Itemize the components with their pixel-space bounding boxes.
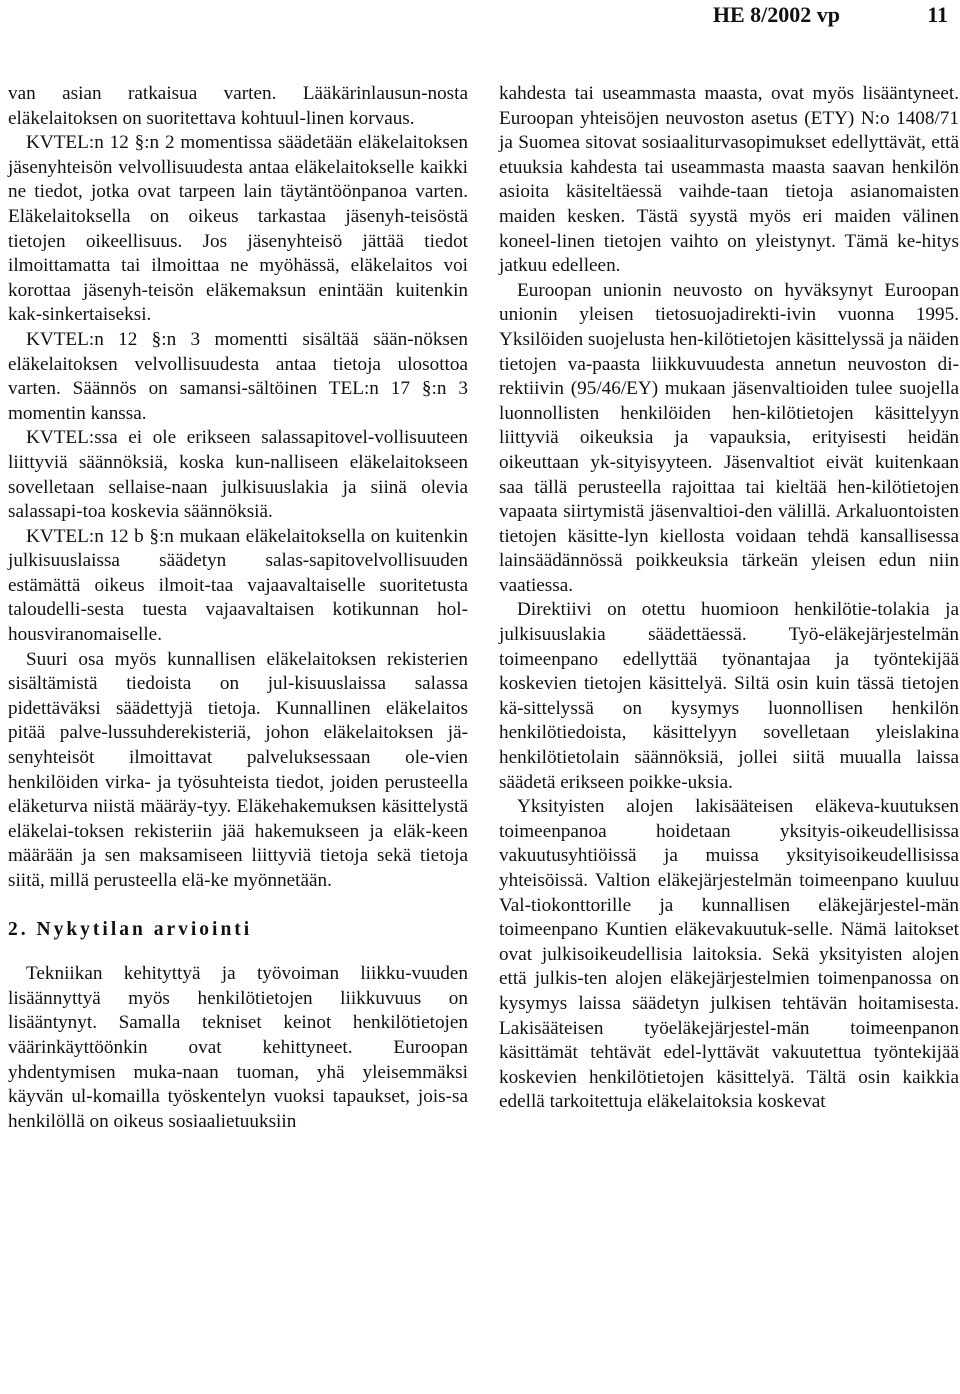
paragraph: KVTEL:ssa ei ole erikseen salassapitovel-vollisuuteen liittyviä säännöksiä, koska kun-nalliseen eläkelaitokseen sovelletaan sellaise-naan julkisuuslakia ja siinä olevia salassapi-toa koskevia säännöksiä. [8,427,468,523]
page-header [0,0,960,40]
paragraph: van asian ratkaisua varten. Lääkärinlausun-nosta eläkelaitoksen on suoritettava kohtuul-linen korvaus. [8,83,468,129]
paragraph: Tekniikan kehityttyä ja työvoiman liikku-vuuden lisäännyttyä myös henkilötietojen liikkuvuus on lisääntynyt. Samalla tekniset keinot henkilötietojen väärinkäyttöönkin ovat kehittyneet. Euroopan yhdentymisen muka-naan tuoman, yhä yleisemmäksi käyvän ul-komailla työskentelyn vuoksi tapaukset, jois-sa henkilöllä on oikeus sosiaalietuuksiin [8,963,468,1132]
document-id: HE 8/2002 vp [712,2,840,27]
paragraph: KVTEL:n 12 §:n 2 momentissa säädetään eläkelaitoksen jäsenyhteisön velvollisuudesta antaa eläkelaitokselle kaikki ne tiedot, jotka ovat tarpeen lain täytäntöönpanoa varten. Eläkelaitoksella on oikeus tarkastaa jäsenyh-teisöstä tietojen oikeellisuus. Jos jäsenyhteisö jättää tiedot ilmoittamatta tai ilmoittaa ne myöhässä, eläkelaitos voi korottaa jäsenyh-teisön eläkemaksun enintään kuitenkin kak-sinkertaiseksi. [8,132,468,326]
paragraph: KVTEL:n 12 b §:n mukaan eläkelaitoksella on kuitenkin julkisuuslaissa säädetyn salas-sapitovelvollisuuden estämättä oikeus ilmoit-taa vajaavaltaiselle suoritetusta taloudelli-sesta tuesta vajaavaltaisen kotikunnan hol-housviranomaiselle. [8,525,468,646]
paragraph: Euroopan unionin neuvosto on hyväksynyt Euroopan unionin yleisen tietosuojadirekti-ivin vuonna 1995. Yksilöiden suojelusta hen-kilötietojen käsittelyssä ja näiden tietojen va-paasta liikkuvuudesta annetun neuvoston di-rektiivin (95/46/EY) mukaan jäsenvaltioiden tulee suojella luonnollisten henkilöiden hen-kilötietojen käsittelyyn liittyviä oikeuksia ja vapauksia, erityisesti heidän oikeuttaan yk-sityisyyteen. Jäsenvaltiot eivät kuitenkaan saa tällä perusteella rajoittaa tai kieltää hen-kilötietojen vapaata siirtymistä jäsenvaltioi-den välillä. Arkaluontoisten tietojen käsitte-lyn kiellosta voidaan tehdä kansallisessa lainsäädännössä poikkeuksia tärkeän yleisen edun niin vaatiessa. [499,279,959,596]
right-column [499,82,959,1115]
left-column [8,82,468,1134]
page-number: 11 [927,2,948,27]
section-heading: 2. Nykytilan arviointi [8,918,253,940]
paragraph: KVTEL:n 12 §:n 3 momentti sisältää sään-nöksen eläkelaitoksen velvollisuudesta antaa tietoja ulosottoa varten. Säännös on samansi-sältöinen TEL:n 17 §:n 3 momentin kanssa. [8,328,468,424]
paragraph: Direktiivi on otettu huomioon henkilötie-tolakia ja julkisuuslakia säädettäessä. Työ-eläkejärjestelmän toimeenpano edellyttää työnantajaa ja työntekijää koskevien tietojen käsittelyä. Siltä osin kuin tässä tietojen kä-sittelyssä on kysymys luonnollisen henkilön henkilötiedoista, käsittelyyn sovelletaan yleislakina henkilötietolain säännöksiä, jollei siitä muualla laissa säädetä erikseen poikke-uksia. [499,599,959,793]
paragraph: kahdesta tai useammasta maasta, ovat myös lisääntyneet. Euroopan yhteisöjen neuvoston asetus (ETY) N:o 1408/71 ja Suomea sitovat sosiaaliturvasopimukset edellyttävät, että etuuksia kahdesta tai useammasta maasta saavan henkilön asioita käsiteltäessä vaihde-taan tietoja asianomaisten maiden kesken. Tästä syystä myös eri maiden välinen koneel-linen tietojen vaihto on yleistynyt. Tämä ke-hitys jatkuu edelleen. [499,83,959,277]
paragraph: Suuri osa myös kunnallisen eläkelaitoksen rekisterien sisältämistä tiedoista on jul-kisuuslaissa salassa pidettäväksi säädettyjä tietoja. Kunnallinen eläkelaitos pitää palve-lussuhderekisteriä, johon eläkelaitoksen jä-senyhteisöt ilmoittavat palveluksessaan ole-vien henkilöiden virka- ja työsuhteista tiedot, joiden perusteella eläketurva niistä määräy-tyy. Eläkehakemuksen käsittelystä eläkelai-toksen rekisteriin jää hakemukseen ja eläk-keen määrään ja sen maksamiseen liittyviä tietoja sekä tietoja siitä, millä perusteella elä-ke myönnetään. [8,648,468,891]
paragraph: Yksityisten alojen lakisääteisen eläkeva-kuutuksen toimeenpanoa hoidetaan yksityis-oikeudellisissa vakuutusyhtiöissä ja muissa yksityisoikeudellisissa yhteisöissä. Valtion eläkejärjestelmän toimeenpano kuuluu Val-tiokonttorille ja kunnallisen eläkejärjestel-män toimeenpano Kuntien eläkevakuutuk-selle. Nämä laitokset ovat julkisoikeudellisia laitoksia. Sekä yksityisten alojen että julkis-ten alojen eläkejärjestelmien toimenpanossa on kysymys laissa säädetyn julkisen tehtävän hoitamisesta. Lakisääteisen työeläkejärjestel-män toimeenpanon käsittämät tehtävät edel-lyttävät vakuutettua työntekijää koskevien henkilötietojen käsittelyä. Tältä osin kaikkia edellä tarkoitettuja eläkelaitoksia koskevat [499,796,959,1113]
